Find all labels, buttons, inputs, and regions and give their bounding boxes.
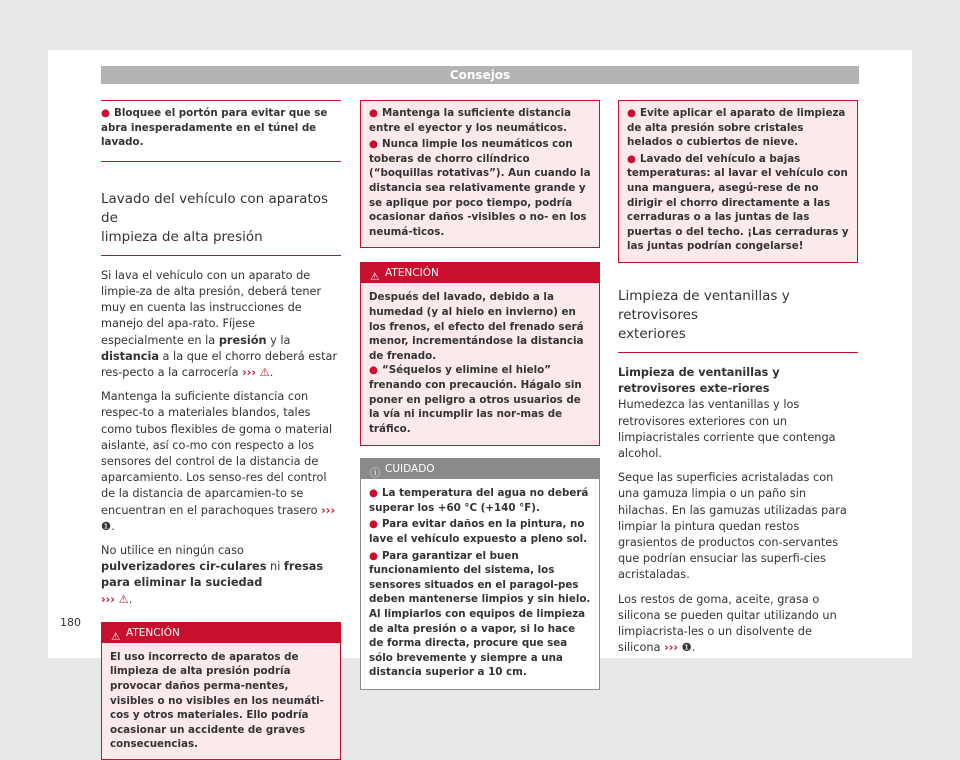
- section-title: Lavado del vehículo con aparatos de limpieza de alta presión: [101, 190, 329, 245]
- reference-arrow-icon[interactable]: ›››: [321, 503, 336, 517]
- paragraph-nozzles: No utilice en ningún caso pulverizadores cir-culares ni fresas para eliminar la suciedad ››› ⚠.: [101, 544, 324, 606]
- reference-arrow-icon[interactable]: ›››: [242, 366, 257, 379]
- bullet-item: ● “Séquelos y elimine el hielo” frenando con precaución. Hágalo sin poner en peligro a otros usuarios de la vía ni incumplir las nor-mas de tráfico.: [369, 364, 582, 435]
- paragraph-dry: Seque las superficies acristaladas con una gamuza limpia o un paño sin hilachas. En las gamuzas utilizadas para limpiar la pintura quedan restos grasientos de productos con-servantes que podrían ensuciar las superfi-cies acristaladas.: [618, 471, 847, 582]
- warning-triangle-icon: ⚠: [259, 366, 270, 379]
- notice-box: [360, 100, 600, 248]
- info-circle-icon: ❶: [681, 641, 692, 655]
- paragraph-moisten: Humedezca las ventanillas y los retrovisores exteriores con un limpiacristales corriente que contenga alcohol.: [618, 398, 836, 460]
- reference-arrow-icon[interactable]: ›››: [101, 592, 115, 606]
- paragraph-residue: Los restos de goma, aceite, grasa o silicona se pueden quitar utilizando un limpiacrista-les o un disolvente de silicona ››› ❶.: [618, 592, 837, 655]
- bullet-icon: ●: [369, 487, 378, 500]
- attention-box: ⚠ ATENCIÓN El uso incorrecto de aparatos de limpieza de alta presión podría provocar daños perma-nentes, visibles o no visibles en los neumáti-cos y otros materiales. Ello podría ocasionar un accidente de graves consecuencias.: [101, 622, 341, 760]
- bullet-item: ● La temperatura del agua no deberá superar los +60 °C (+140 °F).: [369, 487, 589, 514]
- warning-triangle-icon: ⚠: [370, 271, 380, 284]
- section-title: Limpieza de ventanillas y retrovisores exteriores: [618, 287, 790, 342]
- column-2: [360, 100, 600, 690]
- page-number: 180: [60, 616, 81, 629]
- bullet-item: ● Bloquee el portón para evitar que se abra inesperadamente en el túnel de lavado.: [101, 107, 328, 149]
- bullet-icon: ●: [369, 549, 378, 562]
- notice-top-box: [101, 100, 341, 162]
- notice-box: [618, 100, 858, 263]
- bullet-item: ● Mantenga la suficiente distancia entre el eyector y los neumáticos.: [369, 107, 572, 134]
- bullet-icon: ●: [369, 364, 378, 377]
- info-circle-icon: ❶: [101, 519, 112, 533]
- column-3: [618, 100, 858, 664]
- reference-arrow-icon[interactable]: ›››: [664, 641, 679, 655]
- column-1: [101, 100, 341, 760]
- info-circle-icon: ⓘ: [370, 467, 381, 480]
- bullet-item: ● Lavado del vehículo a bajas temperaturas: al lavar el vehículo con una manguera, asegú-rese de no dirigir el chorro directamente a las cerraduras o a las juntas de las puertas o del techo. ¡Las cerraduras y las juntas podrían congelarse!: [627, 152, 849, 253]
- caution-box: ⓘ CUIDADO ● La temperatura del agua no deberá superar los +60 °C (+140 °F). ● Para evitar daños en la pintura, no lave el vehículo expuesto a pleno sol. ● Para garantizar el buen funcionamiento del sistema, los sensores situados en el paragol-pes deben mantenerse limpios y sin hielo. Al limpiarlos con equipos de limpieza de alta presión o a vapor, si lo hace de forma directa, procure que sea sólo brevemente y siempre a una distancia superior a 10 cm.: [360, 458, 600, 690]
- warning-triangle-icon: ⚠: [118, 592, 129, 606]
- paragraph-distance: Mantenga la suficiente distancia con respec-to a materiales blandos, tales como tubos flexibles de goma o material aislante, así co-mo con respecto a los sensores del control de la distancia de aparcamiento. Los senso-res del control de la distancia de aparcamien-to se encuentran en el parachoques trasero ››› ❶.: [101, 390, 336, 533]
- bullet-item: ● Para garantizar el buen funcionamiento del sistema, los sensores situados en el paragol-pes deben mantenerse limpios y sin hielo. Al limpiarlos con equipos de limpieza de alta presión o a vapor, si lo hace de forma directa, procure que sea sólo brevemente y siempre a una distancia superior a 10 cm.: [369, 549, 591, 679]
- bullet-icon: ●: [369, 518, 378, 531]
- bullet-icon: ●: [101, 107, 110, 119]
- page-header: Consejos: [101, 66, 859, 84]
- bullet-icon: ●: [369, 138, 378, 151]
- subheading: Limpieza de ventanillas y retrovisores exte-riores: [618, 365, 780, 396]
- bullet-icon: ●: [369, 107, 378, 119]
- warning-triangle-icon: ⚠: [111, 630, 121, 643]
- bullet-icon: ●: [627, 152, 636, 165]
- bullet-icon: ●: [627, 107, 636, 119]
- bullet-item: ● Evite aplicar el aparato de limpieza de alta presión sobre cristales helados o cubiertos de nieve.: [627, 107, 846, 149]
- attention-box: ⚠ ATENCIÓN Después del lavado, debido a la humedad (y al hielo en invierno) en los frenos, el efecto del frenado será menor, incrementándose la distancia de frenado. ● “Séquelos y elimine el hielo” frenando con precaución. Hágalo sin poner en peligro a otros usuarios de la vía ni incumplir las nor-mas de tráfico.: [360, 262, 600, 446]
- bullet-item: ● Para evitar daños en la pintura, no lave el vehículo expuesto a pleno sol.: [369, 518, 588, 546]
- paragraph-pressure: Si lava el vehículo con un aparato de limpie-za de alta presión, deberá tener muy en cuenta las instrucciones de manejo del apa-rato. Fíjese especialmente en la presión y la distancia a la que el chorro deberá estar res-pecto a la carrocería ››› ⚠.: [101, 268, 338, 379]
- bullet-item: ● Nunca limpie los neumáticos con toberas de chorro cilíndrico (“boquillas rotativas”). Aun cuando la distancia sea relativamente grande y se aplique por poco tiempo, podría ocasionar daños -visibles o no- en los neumá-ticos.: [369, 138, 591, 238]
